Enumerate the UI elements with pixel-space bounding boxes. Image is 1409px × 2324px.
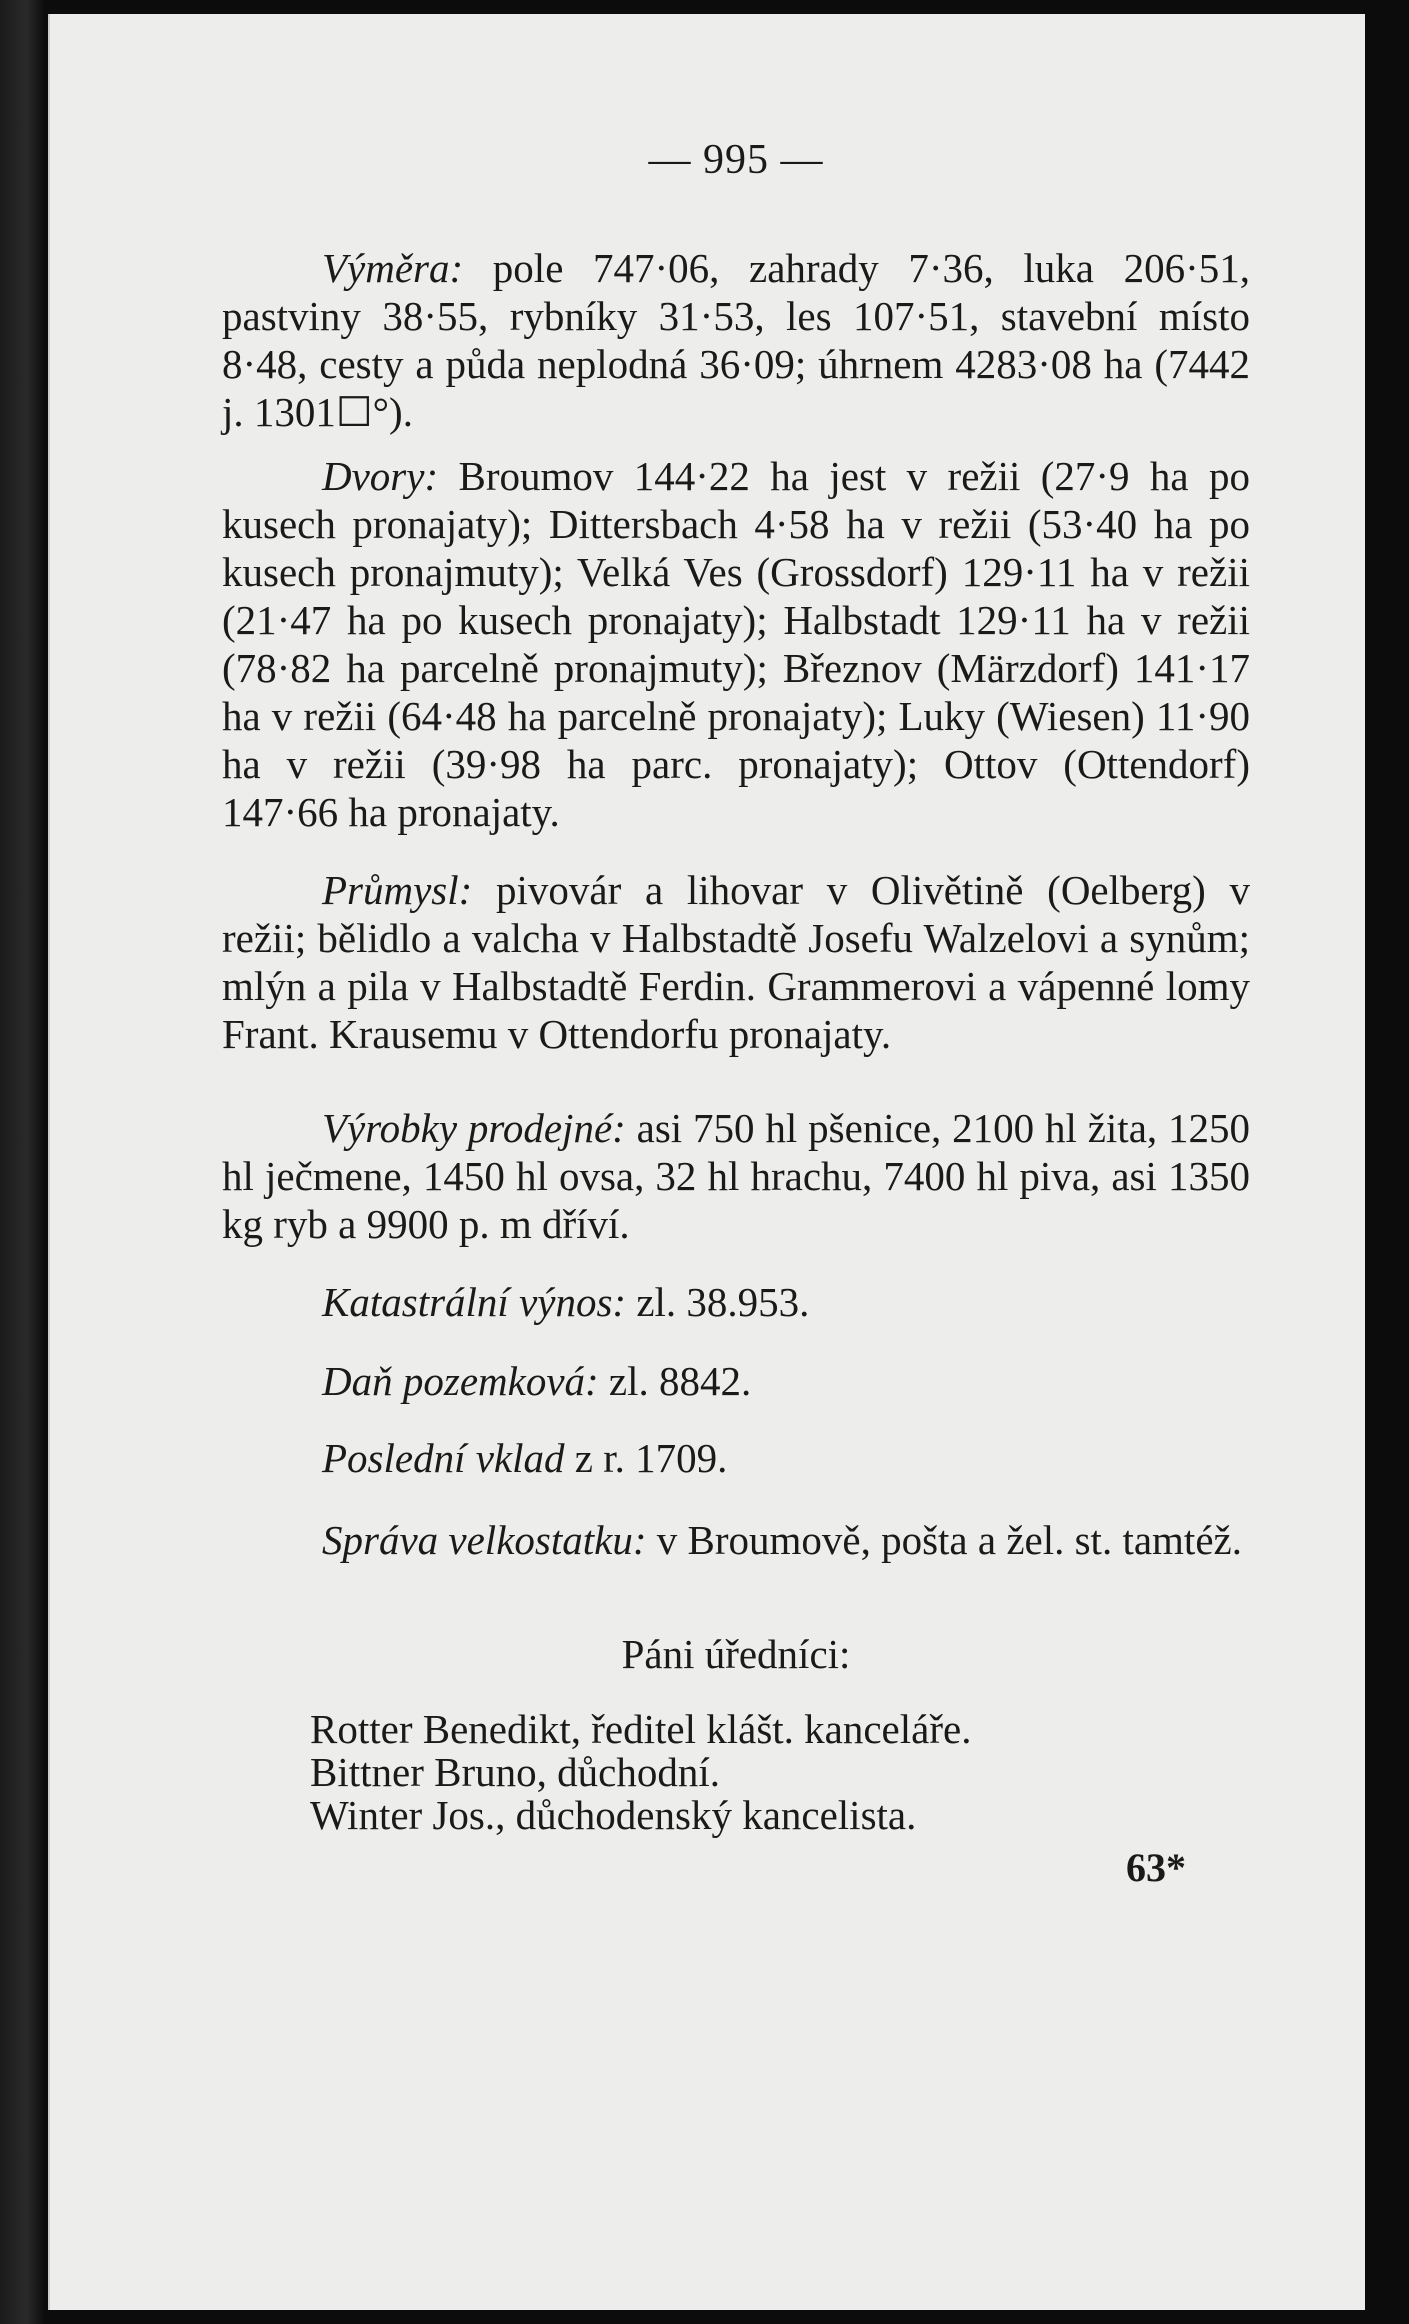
page-number: — 995 — <box>648 137 824 183</box>
label-vymera: Výměra: <box>322 245 464 291</box>
signature-mark: 63* <box>1126 1845 1186 1890</box>
document-page <box>48 14 1365 2310</box>
label-katastr: Katastrální výnos: <box>322 1279 627 1325</box>
text-vymera: pole 747·06, zahrady 7·36, luka 206·51, pastviny 38·55, rybníky 31·53, les 107·51, stavební místo 8·48, cesty a půda neplodná 36·09; úhrnem 4283·08 ha (7442 j. 1301☐°). <box>222 245 1251 435</box>
value-posledni: z r. 1709. <box>574 1435 728 1481</box>
paragraph-dvory <box>222 452 1250 836</box>
officials-list <box>310 1708 971 1837</box>
label-dvory: Dvory: <box>322 453 439 499</box>
text-vyrobky: asi 750 hl pšenice, 2100 hl žita, 1250 hl ječmene, 1450 hl ovsa, 32 hl hrachu, 7400 hl piva, asi 1350 kg ryb a 9900 p. m dříví. <box>222 1105 1250 1247</box>
line-dan-pozemkova <box>322 1357 751 1405</box>
value-sprava: v Broumově, pošta a žel. st. tamtéž. <box>656 1517 1242 1563</box>
label-dan: Daň pozemková: <box>322 1358 599 1404</box>
text-dvory: Broumov 144·22 ha jest v režii (27·9 ha po kusech pronajaty); Dittersbach 4·58 ha v režii (53·40 ha po kusech pronajmuty); Velká Ves (Grossdorf) 129·11 ha v režii (21·47 ha po kusech pronajaty); Halbstadt 129·11 ha v režii (78·82 ha parcelně pronajmuty); Březnov (Märzdorf) 141·17 ha v režii (64·48 ha parcelně pronajaty); Luky (Wiesen) 11·90 ha v režii (39·98 ha parc. pronajaty); Ottov (Ottendorf) 147·66 ha pronajaty. <box>222 453 1250 835</box>
paragraph-vymera <box>222 244 1250 436</box>
label-prumysl: Průmysl: <box>322 867 473 913</box>
text-prumysl: pivovár a lihovar v Olivětině (Oelberg) v režii; bělidlo a valcha v Halbstadtě Josefu Walzelovi a synům; mlýn a pila v Halbstadtě Ferdin. Grammerovi a vápenné lomy Frant. Krausemu v Ottendorfu pronajaty. <box>222 867 1250 1057</box>
label-vyrobky: Výrobky prodejné: <box>322 1105 626 1151</box>
label-sprava: Správa velkostatku: <box>322 1517 647 1563</box>
paragraph-prumysl <box>222 866 1250 1058</box>
label-posledni: Poslední vklad <box>322 1435 565 1481</box>
official-entry: Bittner Bruno, důchodní. <box>310 1749 720 1795</box>
section-heading-officials: Páni úředníci: <box>621 1631 851 1677</box>
paragraph-sprava <box>222 1516 1250 1564</box>
paragraph-vyrobky <box>222 1104 1250 1248</box>
page-edge-left <box>0 0 44 2324</box>
line-katastralni-vynos <box>322 1278 809 1326</box>
line-posledni-vklad <box>322 1434 727 1482</box>
official-entry: Rotter Benedikt, ředitel klášt. kanceláře. <box>310 1706 972 1752</box>
value-dan: zl. 8842. <box>608 1358 752 1404</box>
official-entry: Winter Jos., důchodenský kancelista. <box>310 1792 917 1838</box>
value-katastr: zl. 38.953. <box>636 1279 810 1325</box>
